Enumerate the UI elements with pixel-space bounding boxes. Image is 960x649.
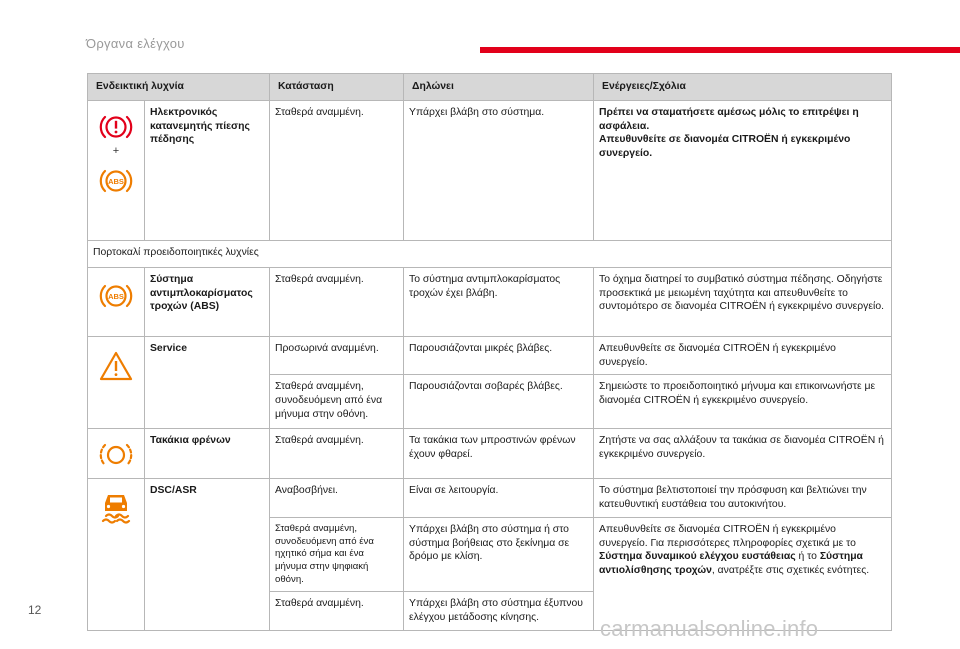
lamp-icon-cell: [88, 101, 145, 241]
lamp-means: Είναι σε λειτουργία.: [404, 479, 594, 517]
table-row: [88, 337, 892, 375]
action-stop-text: Πρέπει να σταματήσετε αμέσως μόλις το επιτρέψει η ασφάλεια.: [599, 107, 859, 132]
lamp-action: Το σύστημα βελτιστοποιεί την πρόσφυση και βελτιώνει την κατευθυντική ευστάθεια του αυτοκινήτου.: [594, 479, 892, 517]
lamp-action: Ζητήστε να σας αλλάξουν τα τακάκια σε διανομέα CITROËN ή εγκεκριμένο συνεργείο.: [594, 429, 892, 479]
lamp-action: Απευθυνθείτε σε διανομέα CITROËN ή εγκεκριμένο συνεργείο.: [594, 337, 892, 375]
lamp-name: Τακάκια φρένων: [145, 429, 270, 479]
lamp-name: Service: [145, 337, 270, 429]
svg-text:ABS: ABS: [108, 292, 124, 301]
header-lamp: Ενδεικτική λυχνία: [88, 74, 270, 101]
page-title: Όργανα ελέγχου: [86, 36, 185, 51]
dsc-asr-icon: [99, 490, 133, 524]
header-action: Ενέργειες/Σχόλια: [594, 74, 892, 101]
lamp-means: Το σύστημα αντιμπλοκαρίσματος τροχών έχει βλάβη.: [404, 268, 594, 337]
action-text: , ανατρέξτε στις σχετικές ενότητες.: [711, 565, 870, 577]
lamp-means: Παρουσιάζονται σοβαρές βλάβες.: [404, 375, 594, 429]
lamp-icon-cell: [88, 268, 145, 337]
header-means: Δηλώνει: [404, 74, 594, 101]
header-accent-bar: [480, 47, 960, 53]
lamp-action: [594, 101, 892, 241]
lamp-name: Ηλεκτρονικός κατανεμητής πίεσης πέδησης: [145, 101, 270, 241]
lamp-icon-cell: [88, 479, 145, 630]
lamp-state: Σταθερά αναμμένη, συνοδευόμενη από ένα ηχητικό σήμα και ένα μήνυμα στην ψηφιακή οθόνη.: [270, 517, 404, 591]
lamp-icon-cell: [88, 337, 145, 429]
action-reference: Σύστημα δυναμικού ελέγχου ευστάθειας: [599, 551, 796, 563]
lamp-state: Προσωρινά αναμμένη.: [270, 337, 404, 375]
abs-icon: [99, 281, 133, 311]
table-header-row: [88, 74, 892, 101]
lamp-state: Σταθερά αναμμένη.: [270, 429, 404, 479]
section-orange-lamps: Πορτοκαλί προειδοποιητικές λυχνίες: [88, 241, 892, 268]
table-row: [88, 101, 892, 241]
table-row: [88, 429, 892, 479]
header-state: Κατάσταση: [270, 74, 404, 101]
page-number: 12: [28, 603, 42, 617]
lamp-means: Υπάρχει βλάβη στο σύστημα.: [404, 101, 594, 241]
lamp-state: Σταθερά αναμμένη.: [270, 268, 404, 337]
brake-warning-icon: [99, 112, 133, 142]
action-contact-text: Απευθυνθείτε σε διανομέα CITROËN ή εγκεκριμένο συνεργείο.: [599, 134, 851, 160]
lamp-state: Σταθερά αναμμένη.: [270, 101, 404, 241]
watermark-text: carmanualsonline.info: [600, 616, 819, 641]
service-warning-icon: [98, 350, 134, 382]
lamp-state: Αναβοσβήνει.: [270, 479, 404, 517]
lamp-state: Σταθερά αναμμένη, συνοδευόμενη από ένα μήνυμα στην οθόνη.: [270, 375, 404, 429]
lamp-means: Παρουσιάζονται μικρές βλάβες.: [404, 337, 594, 375]
action-text: Απευθυνθείτε σε διανομέα CITROËN ή εγκεκριμένο συνεργείο. Για περισσότερες πληροφορίες σχετικά με το: [599, 523, 856, 549]
lamp-action: [594, 517, 892, 630]
lamp-state: Σταθερά αναμμένη.: [270, 592, 404, 630]
lamp-action: Το όχημα διατηρεί το συμβατικό σύστημα πέδησης. Οδηγήστε προσεκτικά με μειωμένη ταχύτητα και απευθυνθείτε το συντομότερο σε διανομέα CITROËN ή εγκεκριμένο συνεργείο.: [594, 268, 892, 337]
svg-text:ABS: ABS: [108, 177, 124, 186]
lamp-means: Τα τακάκια των μπροστινών φρένων έχουν φθαρεί.: [404, 429, 594, 479]
table-row: [88, 479, 892, 517]
lamp-name: Σύστημα αντιμπλοκαρίσματος τροχών (ABS): [145, 268, 270, 337]
plus-sign: +: [112, 145, 120, 157]
action-text: ή το: [795, 551, 820, 563]
lamp-means: Υπάρχει βλάβη στο σύστημα ή στο σύστημα βοήθειας στο ξεκίνημα σε δρόμο με κλίση.: [404, 517, 594, 591]
warning-lamps-table: [87, 73, 892, 631]
lamp-icon-cell: [88, 429, 145, 479]
abs-icon: [99, 166, 133, 196]
lamp-action: Σημειώστε το προειδοποιητικό μήνυμα και επικοινωνήστε με διανομέα CITROËN ή εγκεκριμένο συνεργείο.: [594, 375, 892, 429]
brake-pads-icon: [99, 440, 133, 470]
section-row: [88, 241, 892, 268]
table-row: [88, 268, 892, 337]
action-reference: Σύστημα αντιολίσθησης τροχών: [599, 551, 863, 577]
lamp-means: Υπάρχει βλάβη στο σύστημα έξυπνου ελέγχου μετάδοσης κίνησης.: [404, 592, 594, 630]
lamp-name: DSC/ASR: [145, 479, 270, 630]
